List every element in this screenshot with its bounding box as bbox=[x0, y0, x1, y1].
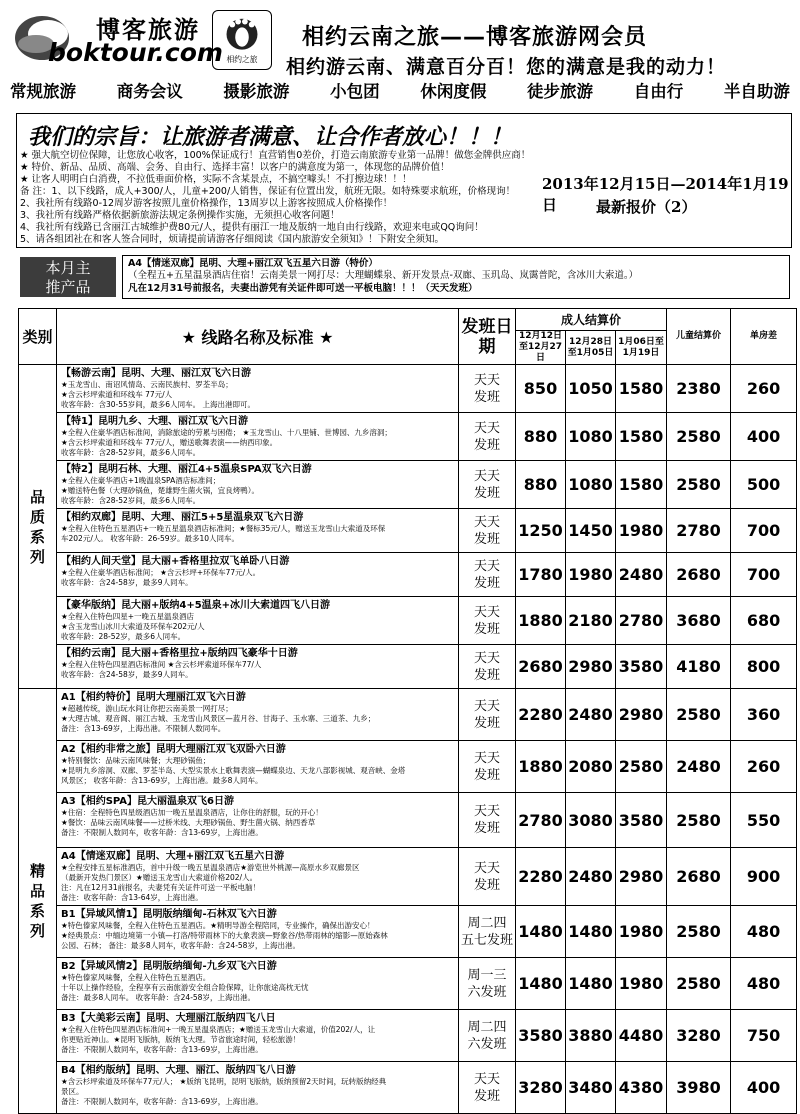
adult-price: 1580 bbox=[616, 365, 667, 413]
route-title: B3【大美彩云南】昆明、大理丽江版纳四飞八日 bbox=[61, 1013, 276, 1024]
quote-date-range: 2013年12月15日—2014年1月19日 bbox=[542, 175, 789, 214]
brand-name-en: boktour.com bbox=[48, 38, 223, 67]
header-adult-price: 成人结算价 bbox=[516, 309, 667, 331]
header-depart: 发班日期 bbox=[459, 309, 516, 365]
route-title: B1【异域风情1】昆明版纳缅甸-石林双飞六日游 bbox=[61, 909, 277, 920]
route-detail: ★含玉龙雪山冰川大索道及环保车202元/人 bbox=[61, 622, 205, 631]
route-row bbox=[19, 1062, 797, 1114]
featured-label bbox=[20, 257, 116, 297]
featured-label-line: 本月主 bbox=[45, 259, 91, 277]
route-row bbox=[19, 461, 797, 509]
adult-price: 2580 bbox=[616, 741, 667, 793]
child-price: 2580 bbox=[667, 461, 731, 509]
route-detail: 备注：不限制人数同车，收客年龄：含13-69岁，上海出港。 bbox=[61, 828, 263, 837]
route-detail: ★全程入住特色四星酒店标准间+一晚五星温泉酒店；★赠送玉龙雪山大索道，价值202/人，让 bbox=[61, 1025, 376, 1034]
route-detail: 十年以上操作经验，全程享有云南旅游安全组合险保障，让你旅途高枕无忧 bbox=[61, 983, 309, 992]
adult-price: 1580 bbox=[616, 413, 667, 461]
adult-price: 2280 bbox=[516, 848, 566, 906]
mission-line: 2、我社所有线路0-12周岁游客按照儿童价格操作，13周岁以上游客按照成人价格操作！ bbox=[20, 198, 393, 209]
nav-item: 休闲度假 bbox=[420, 82, 487, 101]
route-detail: 收客年龄：含24-58岁，最多9人同车。 bbox=[61, 578, 193, 587]
child-price: 2580 bbox=[667, 906, 731, 958]
adult-price: 1880 bbox=[516, 597, 566, 645]
single-room-price: 480 bbox=[731, 906, 797, 958]
route-row bbox=[19, 793, 797, 848]
single-room-price: 800 bbox=[731, 645, 797, 689]
depart-schedule: 天天 发班 bbox=[459, 741, 516, 793]
child-price: 2580 bbox=[667, 689, 731, 741]
adult-price: 1080 bbox=[566, 413, 616, 461]
route-detail: 景区。 bbox=[61, 1087, 84, 1096]
adult-price: 3580 bbox=[616, 645, 667, 689]
route-description bbox=[57, 365, 459, 413]
route-detail: 备注：最多8人同车。 收客年龄：含24-58岁，上海出港。 bbox=[61, 993, 255, 1002]
route-detail: ★含云杉坪索道及环保车77元/人； ★版纳飞昆明，昆明飞版纳，版纳预留2天时间，玩转版纳经典 bbox=[61, 1077, 387, 1086]
service-nav bbox=[10, 78, 790, 102]
adult-price: 1980 bbox=[616, 958, 667, 1010]
single-room-price: 260 bbox=[731, 741, 797, 793]
adult-price: 2980 bbox=[566, 645, 616, 689]
child-price: 2780 bbox=[667, 509, 731, 553]
route-title: A4【情迷双廊】昆明、大理+丽江双飞五星六日游 bbox=[61, 851, 285, 862]
category-cell: 精 品 系 列 bbox=[19, 689, 57, 1114]
route-description bbox=[57, 741, 459, 793]
mission-line: 备 注：1、以下线路，成人+300/人，儿童+200/人销售，保证有位置出发，航班无限。如特殊要求航班，价格现询！ bbox=[20, 186, 516, 197]
adult-price: 1480 bbox=[516, 958, 566, 1010]
child-price: 2580 bbox=[667, 793, 731, 848]
depart-schedule: 天天 发班 bbox=[459, 1062, 516, 1114]
depart-schedule: 天天 发班 bbox=[459, 848, 516, 906]
nav-item: 徒步旅游 bbox=[527, 82, 594, 101]
depart-schedule: 天天 发班 bbox=[459, 509, 516, 553]
adult-price: 2480 bbox=[616, 553, 667, 597]
route-title: A3【相约SPA】昆大丽温泉双飞6日游 bbox=[61, 796, 235, 807]
adult-price: 1480 bbox=[566, 958, 616, 1010]
single-room-price: 680 bbox=[731, 597, 797, 645]
route-title: B2【异域风情2】昆明版纳缅甸-九乡双飞六日游 bbox=[61, 961, 277, 972]
featured-line: A4【情迷双廊】昆明、大理+丽江双飞五星六日游（特价） bbox=[128, 258, 378, 269]
route-detail: ★全程入住豪华酒店标准间，消除旅途的劳累与困倦； ★玉龙雪山、十八里铺、世博园、九乡溶洞； bbox=[61, 428, 392, 437]
route-title: 【相约人间天堂】昆大丽+香格里拉双飞单卧八日游 bbox=[61, 556, 290, 567]
route-row bbox=[19, 365, 797, 413]
header-date-period: 12月28日至1月05日 bbox=[566, 331, 616, 365]
route-detail: 收客年龄：含28-52岁间，最多6人同车。 bbox=[61, 496, 201, 505]
mission-line: 5、请各组团社在和客人签合同时，烦请提前请游客仔细阅读《国内旅游安全须知》！下附安全须知。 bbox=[20, 234, 445, 245]
header-date-period: 1月06日至1月19日 bbox=[616, 331, 667, 365]
adult-price: 1050 bbox=[566, 365, 616, 413]
depart-schedule: 天天 发班 bbox=[459, 645, 516, 689]
depart-schedule: 天天 发班 bbox=[459, 461, 516, 509]
route-title: 【特2】昆明石林、大理、丽江4+5温泉SPA双飞六日游 bbox=[61, 464, 312, 475]
depart-schedule: 天天 发班 bbox=[459, 597, 516, 645]
route-detail: ★超越传统，游山玩水间让你把云南美景一网打尽； bbox=[61, 704, 233, 713]
depart-schedule: 周二四 五七发班 bbox=[459, 906, 516, 958]
adult-price: 2980 bbox=[616, 848, 667, 906]
single-room-price: 260 bbox=[731, 365, 797, 413]
depart-schedule: 天天 发班 bbox=[459, 689, 516, 741]
route-description bbox=[57, 1010, 459, 1062]
adult-price: 1250 bbox=[516, 509, 566, 553]
adult-price: 3280 bbox=[516, 1062, 566, 1114]
adult-price: 1080 bbox=[566, 461, 616, 509]
featured-line: 凡在12月31号前报名，夫妻出游凭有关证件即可送一平板电脑！！！（天天发班） bbox=[128, 283, 478, 294]
mission-line: ★ 特价、新品、品质、高端、会务、自由行、选择丰富！以客户的满意度为第一，体现您的品牌价值！ bbox=[20, 162, 450, 173]
route-row bbox=[19, 413, 797, 461]
route-description bbox=[57, 461, 459, 509]
single-room-price: 550 bbox=[731, 793, 797, 848]
route-detail: ★全程入住特色四星+一晚五星温泉酒店 bbox=[61, 612, 195, 621]
header-category: 类别 bbox=[19, 309, 57, 365]
route-title: A1【相约特价】昆明大理丽江双飞六日游 bbox=[61, 692, 246, 703]
route-detail: ★全程入住特色四星酒店标准间 ★含云杉坪索道环保车77/人 bbox=[61, 660, 262, 669]
adult-price: 3480 bbox=[566, 1062, 616, 1114]
route-description bbox=[57, 413, 459, 461]
route-row bbox=[19, 509, 797, 553]
single-room-price: 700 bbox=[731, 553, 797, 597]
route-row bbox=[19, 906, 797, 958]
route-title: B4【相约版纳】昆明、大理、丽江、版纳四飞八日游 bbox=[61, 1065, 296, 1076]
route-price-table bbox=[18, 308, 797, 1114]
route-row bbox=[19, 741, 797, 793]
mission-line: 4、我社所有线路已含丽江古城维护费80元/人，提供有丽江一地及版纳一地自由行线路，欢迎来电或QQ询问！ bbox=[20, 222, 484, 233]
child-price: 2380 bbox=[667, 365, 731, 413]
route-detail: 你更贴近神山。★昆明飞版纳，版纳飞大理。节省旅途时间，轻松旅游！ bbox=[61, 1035, 301, 1044]
route-row bbox=[19, 848, 797, 906]
route-description bbox=[57, 848, 459, 906]
route-row bbox=[19, 1010, 797, 1062]
route-detail: 收客年龄：含28-52岁间，最多6人同车。 bbox=[61, 448, 201, 457]
adult-price: 1480 bbox=[566, 906, 616, 958]
route-detail: 车202元/人。 收客年龄：26-59岁。最多10人同车。 bbox=[61, 534, 240, 543]
depart-schedule: 周二四 六发班 bbox=[459, 1010, 516, 1062]
route-detail: 注：凡在12月31前报名，夫妻凭有关证件可送一平板电脑！ bbox=[61, 883, 261, 892]
depart-schedule: 天天 发班 bbox=[459, 365, 516, 413]
route-detail: 公园、石林； 备注：最多8人同车，收客年龄：含24-58岁，上海出港。 bbox=[61, 941, 300, 950]
footprint-logo-icon bbox=[212, 10, 272, 70]
nav-item: 常规旅游 bbox=[10, 82, 76, 101]
child-price: 2680 bbox=[667, 848, 731, 906]
depart-schedule: 天天 发班 bbox=[459, 413, 516, 461]
route-description bbox=[57, 793, 459, 848]
route-detail: ★特别餐饮：品味云南风味餐；大理砂锅鱼； bbox=[61, 756, 211, 765]
single-room-price: 750 bbox=[731, 1010, 797, 1062]
adult-price: 1480 bbox=[516, 906, 566, 958]
adult-price: 880 bbox=[516, 461, 566, 509]
route-detail: ★全程入住豪华酒店+1晚温泉SPA酒店标准间； bbox=[61, 476, 221, 485]
nav-item: 商务会议 bbox=[116, 82, 183, 101]
featured-label-line: 推产品 bbox=[45, 278, 91, 296]
route-description bbox=[57, 906, 459, 958]
route-description bbox=[57, 553, 459, 597]
route-description bbox=[57, 958, 459, 1010]
adult-price: 2080 bbox=[566, 741, 616, 793]
adult-price: 3880 bbox=[566, 1010, 616, 1062]
header-date-period: 12月12日至12月27日 bbox=[516, 331, 566, 365]
route-detail: 风景区； 收客年龄：含13-69岁，上海出港。最多8人同车。 bbox=[61, 776, 263, 785]
route-row bbox=[19, 553, 797, 597]
adult-price: 850 bbox=[516, 365, 566, 413]
depart-schedule: 天天 发班 bbox=[459, 793, 516, 848]
route-detail: ★全程入住特色五星酒店+一晚五星温泉酒店标准间；★餐标35元/人，赠送玉龙雪山大索道及环保 bbox=[61, 524, 386, 533]
route-title: 【豪华版纳】昆大丽+版纳4+5温泉+冰川大索道四飞八日游 bbox=[61, 600, 331, 611]
adult-price: 2280 bbox=[516, 689, 566, 741]
route-description bbox=[57, 509, 459, 553]
single-room-price: 900 bbox=[731, 848, 797, 906]
header-single-room: 单房差 bbox=[731, 309, 797, 365]
route-detail: 备注：不限制人数同车，收客年龄：含13-69岁，上海出港。 bbox=[61, 1097, 263, 1106]
single-room-price: 500 bbox=[731, 461, 797, 509]
adult-price: 1980 bbox=[616, 509, 667, 553]
route-detail: 收客年龄：含30-55岁间，最多6人同车。 上海出港即可。 bbox=[61, 400, 255, 409]
route-description bbox=[57, 1062, 459, 1114]
child-price: 2480 bbox=[667, 741, 731, 793]
child-price: 2580 bbox=[667, 958, 731, 1010]
featured-line: （全程五+五星温泉酒店住宿！云南美景一网打尽：大理蝴蝶泉、新开发景点-双廊、玉玑岛、岚霭普陀，含冰川大索道。） bbox=[128, 270, 639, 281]
route-detail: 收客年龄：28-52岁，最多6人同车。 bbox=[61, 632, 186, 641]
route-title: 【相约双廊】昆明、大理、丽江5+5星温泉双飞六日游 bbox=[61, 512, 304, 523]
route-detail: 收客年龄：含24-58岁，最多9人同车。 bbox=[61, 670, 193, 679]
adult-price: 4380 bbox=[616, 1062, 667, 1114]
child-price: 4180 bbox=[667, 645, 731, 689]
route-detail: ★含云杉坪索道和环线车 77元/人，赠送歌舞表演——纳西印象。 bbox=[61, 438, 278, 447]
route-title: 【特1】昆明九乡、大理、丽江双飞六日游 bbox=[61, 416, 248, 427]
adult-price: 2780 bbox=[616, 597, 667, 645]
child-price: 2580 bbox=[667, 413, 731, 461]
route-row bbox=[19, 597, 797, 645]
mission-line: 3、我社所有线路严格依据新旅游法规定条例操作实施，无须担心收客问题！ bbox=[20, 210, 340, 221]
adult-price: 1780 bbox=[516, 553, 566, 597]
route-detail: 备注：收客年龄：含13-64岁，上海出港。 bbox=[61, 893, 203, 902]
adult-price: 3080 bbox=[566, 793, 616, 848]
brand-name-cn: 博客旅游 bbox=[96, 16, 200, 44]
adult-price: 1450 bbox=[566, 509, 616, 553]
adult-price: 2780 bbox=[516, 793, 566, 848]
mission-line: ★ 强大航空切位保障，让您放心收客，100%保证成行！直营销售0差价，打造云南旅游专业第一品牌！做您金牌供应商！ bbox=[20, 150, 531, 161]
route-row bbox=[19, 645, 797, 689]
route-row bbox=[19, 689, 797, 741]
child-price: 3280 bbox=[667, 1010, 731, 1062]
route-description bbox=[57, 597, 459, 645]
depart-schedule: 周一三 六发班 bbox=[459, 958, 516, 1010]
route-detail: ★含云杉坪索道和环线车 77元/人 bbox=[61, 390, 173, 399]
adult-price: 3580 bbox=[616, 793, 667, 848]
adult-price: 2980 bbox=[616, 689, 667, 741]
single-room-price: 360 bbox=[731, 689, 797, 741]
nav-item: 自由行 bbox=[633, 82, 684, 101]
nav-item: 半自助游 bbox=[723, 82, 790, 101]
route-detail: ★特色傣家风味餐，全程入住特色五星酒店。 bbox=[61, 973, 211, 982]
single-room-price: 400 bbox=[731, 413, 797, 461]
route-description bbox=[57, 645, 459, 689]
route-detail: ★经典景点：中缅边境第一小镇—打洛/特带雨林下的大象表演—野象谷/热带雨林的缩影—原始森林 bbox=[61, 931, 388, 940]
adult-price: 4480 bbox=[616, 1010, 667, 1062]
route-detail: ★赠送特色餐（大理砂锅鱼，楚雄野生菌火锅，宜良烤鸭）。 bbox=[61, 486, 259, 495]
adult-price: 1880 bbox=[516, 741, 566, 793]
adult-price: 1980 bbox=[566, 553, 616, 597]
adult-price: 880 bbox=[516, 413, 566, 461]
child-price: 3980 bbox=[667, 1062, 731, 1114]
single-room-price: 700 bbox=[731, 509, 797, 553]
route-detail: ★玉龙雪山、南诏风情岛、云南民族村、罗荃半岛； bbox=[61, 380, 233, 389]
adult-price: 1580 bbox=[616, 461, 667, 509]
route-detail: ★大理古城、观音阁、丽江古城、玉龙雪山风景区—蓝月谷、甘海子、玉水寨、三道茶、九乡； bbox=[61, 714, 376, 723]
mission-line: ★ 让客人明明白白消费，不拉低垂面价格，实际不含某景点，不搞空噱头！不打擦边球！！！ bbox=[20, 174, 412, 185]
nav-item: 摄影旅游 bbox=[223, 82, 290, 101]
category-cell: 品 质 系 列 bbox=[19, 365, 57, 689]
foot-logo-text: 相约之旅 bbox=[226, 55, 258, 65]
header-title: 相约云南之旅——博客旅游网会员 bbox=[302, 25, 648, 50]
route-detail: 备注：不限制人数同车，收客年龄：含13-69岁，上海出港。 bbox=[61, 1045, 263, 1054]
route-detail: ★特色傣家风味餐，全程入住特色五星酒店。★精明导游全程陪同，专业操作，确保出游安心！ bbox=[61, 921, 375, 930]
route-title: A2【相约非常之旅】昆明大理丽江双飞双卧六日游 bbox=[61, 744, 286, 755]
route-detail: ★全程入住豪华酒店标准间； ★含云杉坪+环保车77元/人。 bbox=[61, 568, 261, 577]
route-description bbox=[57, 689, 459, 741]
route-title: 【畅游云南】昆明、大理、丽江双飞六日游 bbox=[61, 368, 251, 379]
child-price: 3680 bbox=[667, 597, 731, 645]
adult-price: 2680 bbox=[516, 645, 566, 689]
route-detail: ★全程安排五星标准酒店，首中升级一晚五星温泉酒店★游览世外桃源—高原水乡双廊景区 bbox=[61, 863, 360, 872]
route-detail: 备注：含13-69岁，上海出港。不限制人数同车。 bbox=[61, 724, 226, 733]
single-room-price: 400 bbox=[731, 1062, 797, 1114]
quote-version: 最新报价（2） bbox=[596, 198, 697, 216]
route-detail: （最新开发热门景区）★赠送玉龙雪山大索道价格202/人。 bbox=[61, 873, 258, 882]
single-room-price: 480 bbox=[731, 958, 797, 1010]
adult-price: 2480 bbox=[566, 689, 616, 741]
adult-price: 1980 bbox=[616, 906, 667, 958]
depart-schedule: 天天 发班 bbox=[459, 553, 516, 597]
header-route: ★ 线路名称及标准 ★ bbox=[57, 309, 459, 365]
mission-title: 我们的宗旨：让旅游者满意、让合作者放心！！！ bbox=[28, 125, 513, 150]
nav-item: 小包团 bbox=[330, 82, 380, 101]
route-title: 【相约云南】昆大丽+香格里拉+版纳四飞豪华十日游 bbox=[61, 648, 298, 659]
route-detail: ★住宿：全程特色四星级酒店加一晚五星温泉酒店，让你住的舒服，玩的开心！ bbox=[61, 808, 323, 817]
adult-price: 2180 bbox=[566, 597, 616, 645]
adult-price: 3580 bbox=[516, 1010, 566, 1062]
header-slogan: 相约游云南、满意百分百！您的满意是我的动力！ bbox=[286, 56, 727, 78]
adult-price: 2480 bbox=[566, 848, 616, 906]
header-child-price: 儿童结算价 bbox=[667, 309, 731, 365]
route-row bbox=[19, 958, 797, 1010]
route-detail: ★餐饮：品味云南风味餐——过桥米线、大理砂锅鱼、野生菌火锅、纳西香草 bbox=[61, 818, 316, 827]
child-price: 2680 bbox=[667, 553, 731, 597]
route-detail: ★昆明九乡溶洞、双廊、罗荃半岛、大型实景水上歌舞表演—蝴蝶泉边、天龙八部影视城、观音峡、金塔 bbox=[61, 766, 406, 775]
